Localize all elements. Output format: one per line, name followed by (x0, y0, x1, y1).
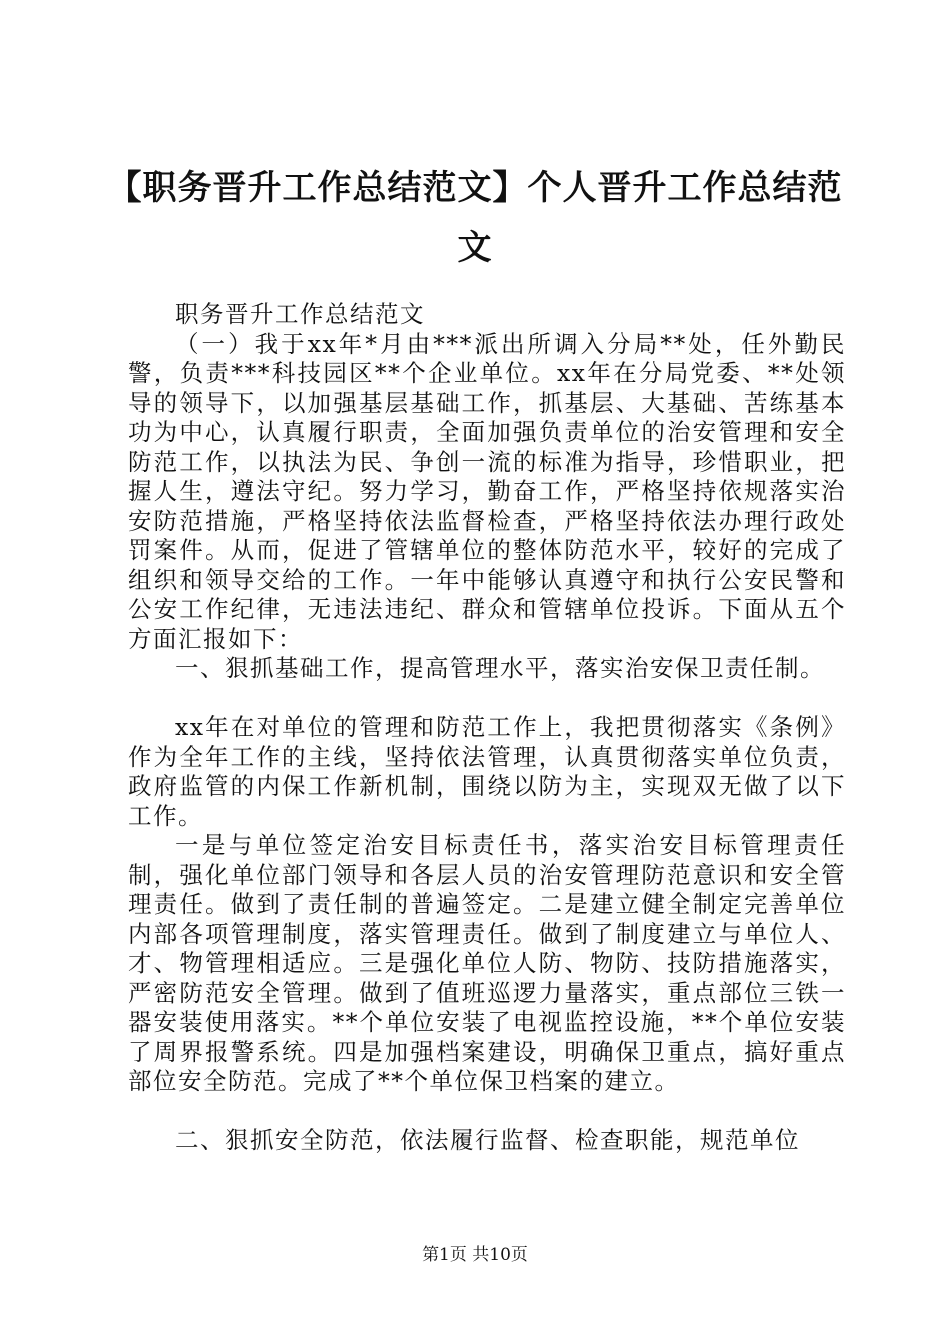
paragraph-subtitle: 职务晋升工作总结范文 (175, 300, 425, 328)
page-number-footer: 第1页 共10页 (422, 1245, 528, 1265)
paragraph-section-1-details: 一是与单位签定治安目标责任书，落实治安目标管理责任制，强化单位部门领导和各层人员的治安管理防范意识和安全管理责任。做到了责任制的普遍签定。二是建立健全制定完善单位内部各项管理制度，落实管理责任。做到了制度建立与单位人、才、物管理相适应。三是强化单位人防、物防、技防措施落实，严密防范安全管理。做到了值班巡逻力量落实，重点部位三铁一器安装使用落实。**个单位安装了电视监控设施，**个单位安装了周界报警系统。四是加强档案建设，明确保卫重点，搞好重点部位安全防范。完成了**个单位保卫档案的建立。 (128, 831, 846, 1095)
paragraph-section-2-heading: 二、狠抓安全防范，依法履行监督、检查职能，规范单位 (175, 1126, 800, 1154)
document-body (128, 300, 846, 1156)
document-title: 【职务晋升工作总结范文】个人晋升工作总结范文 (107, 168, 843, 268)
paragraph-intro: （一）我于xx年*月由***派出所调入分局**处，任外勤民警，负责***科技园区**个企业单位。xx年在分局党委、**处领导的领导下，以加强基层基础工作，抓基层、大基础、苦练基本功为中心，认真履行职责，全面加强负责单位的治安管理和安全防范工作，以执法为民、争创一流的标准为指导，珍惜职业，把握人生，遵法守纪。努力学习，勤奋工作，严格坚持依规落实治安防范措施，严格坚持依法监督检查，严格坚持依法办理行政处罚案件。从而，促进了管辖单位的整体防范水平，较好的完成了组织和领导交给的工作。一年中能够认真遵守和执行公安民警和公安工作纪律，无违法违纪、群众和管辖单位投诉。下面从五个方面汇报如下： (128, 329, 846, 653)
paragraph-section-1-summary: xx年在对单位的管理和防范工作上，我把贯彻落实《条例》作为全年工作的主线，坚持依法管理，认真贯彻落实单位负责，政府监管的内保工作新机制，围绕以防为主，实现双无做了以下工作。 (128, 713, 846, 830)
paragraph-section-1-heading: 一、狠抓基础工作，提高管理水平，落实治安保卫责任制。 (175, 654, 825, 682)
